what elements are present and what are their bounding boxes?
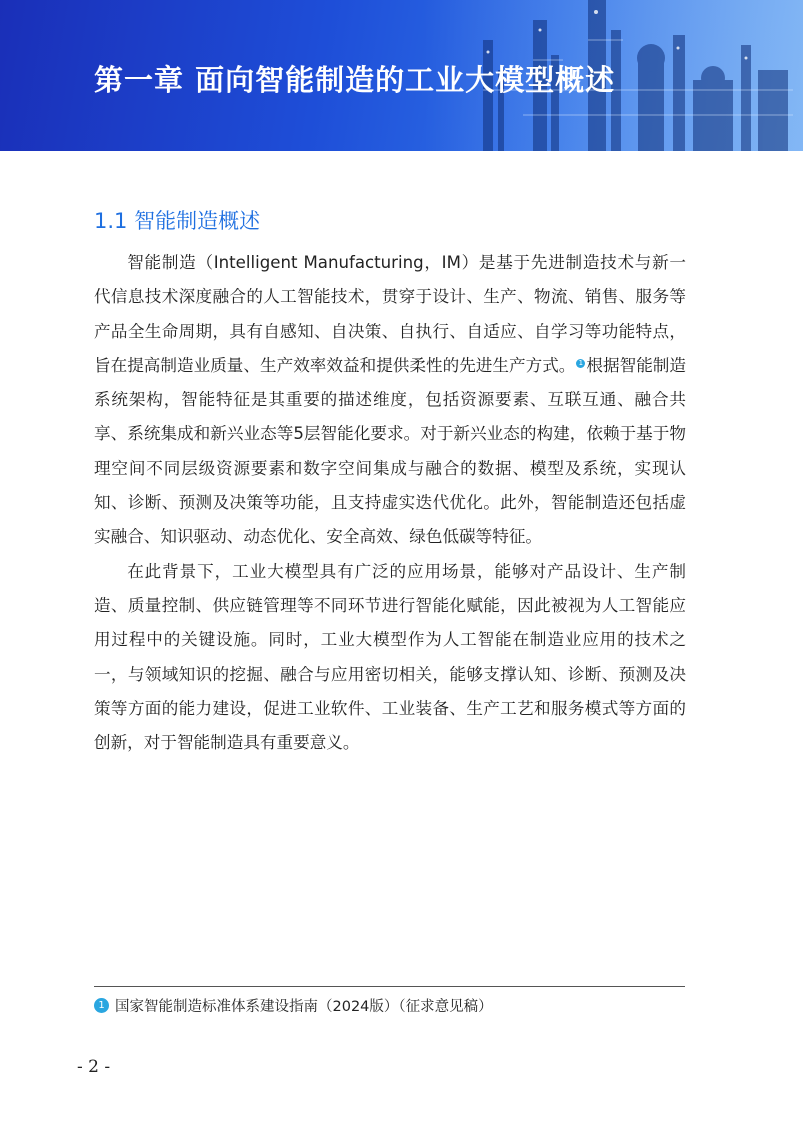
body-text: [94, 246, 686, 760]
chapter-title: 第一章 面向智能制造的工业大模型概述: [94, 63, 616, 97]
paragraph-text: 智能制造（Intelligent Manufacturing，IM）是基于先进制造技术与新一代信息技术深度融合的人工智能技术，贯穿于设计、生产、物流、销售、服务等产品全生命周期，具有自感知、自决策、自执行、自适应、自学习等功能特点，旨在提高制造业质量、生产效率效益和提供柔性的先进生产方式。: [94, 253, 686, 375]
footnote-text: 国家智能制造标准体系建设指南（2024版）（征求意见稿）: [115, 999, 493, 1015]
paragraph: 在此背景下，工业大模型具有广泛的应用场景，能够对产品设计、生产制造、质量控制、供应链管理等不同环节进行智能化赋能，因此被视为人工智能应用过程中的关键设施。同时，工业大模型作为人工智能在制造业应用的技术之一，与领域知识的挖掘、融合与应用密切相关，能够支撑认知、诊断、预测及决策等方面的能力建设，促进工业软件、工业装备、生产工艺和服务模式等方面的创新，对于智能制造具有重要意义。: [94, 561, 686, 753]
footnote-marker[interactable]: 1: [576, 359, 585, 368]
page-number: - 2 -: [77, 1057, 111, 1077]
paragraph: [94, 246, 686, 555]
paragraph-text: 根据智能制造系统架构，智能特征是其重要的描述维度，包括资源要素、互联互通、融合共享、系统集成和新兴业态等5层智能化要求。对于新兴业态的构建，依赖于基于物理空间不同层级资源要素和数字空间集成与融合的数据、模型及系统，实现认知、诊断、预测及决策等功能，且支持虚实迭代优化。此外，智能制造还包括虚实融合、知识驱动、动态优化、安全高效、绿色低碳等特征。: [94, 355, 687, 547]
section-title: 1.1 智能制造概述: [94, 209, 261, 233]
footnote-number-badge: 1: [94, 998, 109, 1013]
chapter-banner: [0, 0, 803, 151]
footnote-divider: [94, 986, 685, 987]
footnote: [94, 995, 493, 1016]
